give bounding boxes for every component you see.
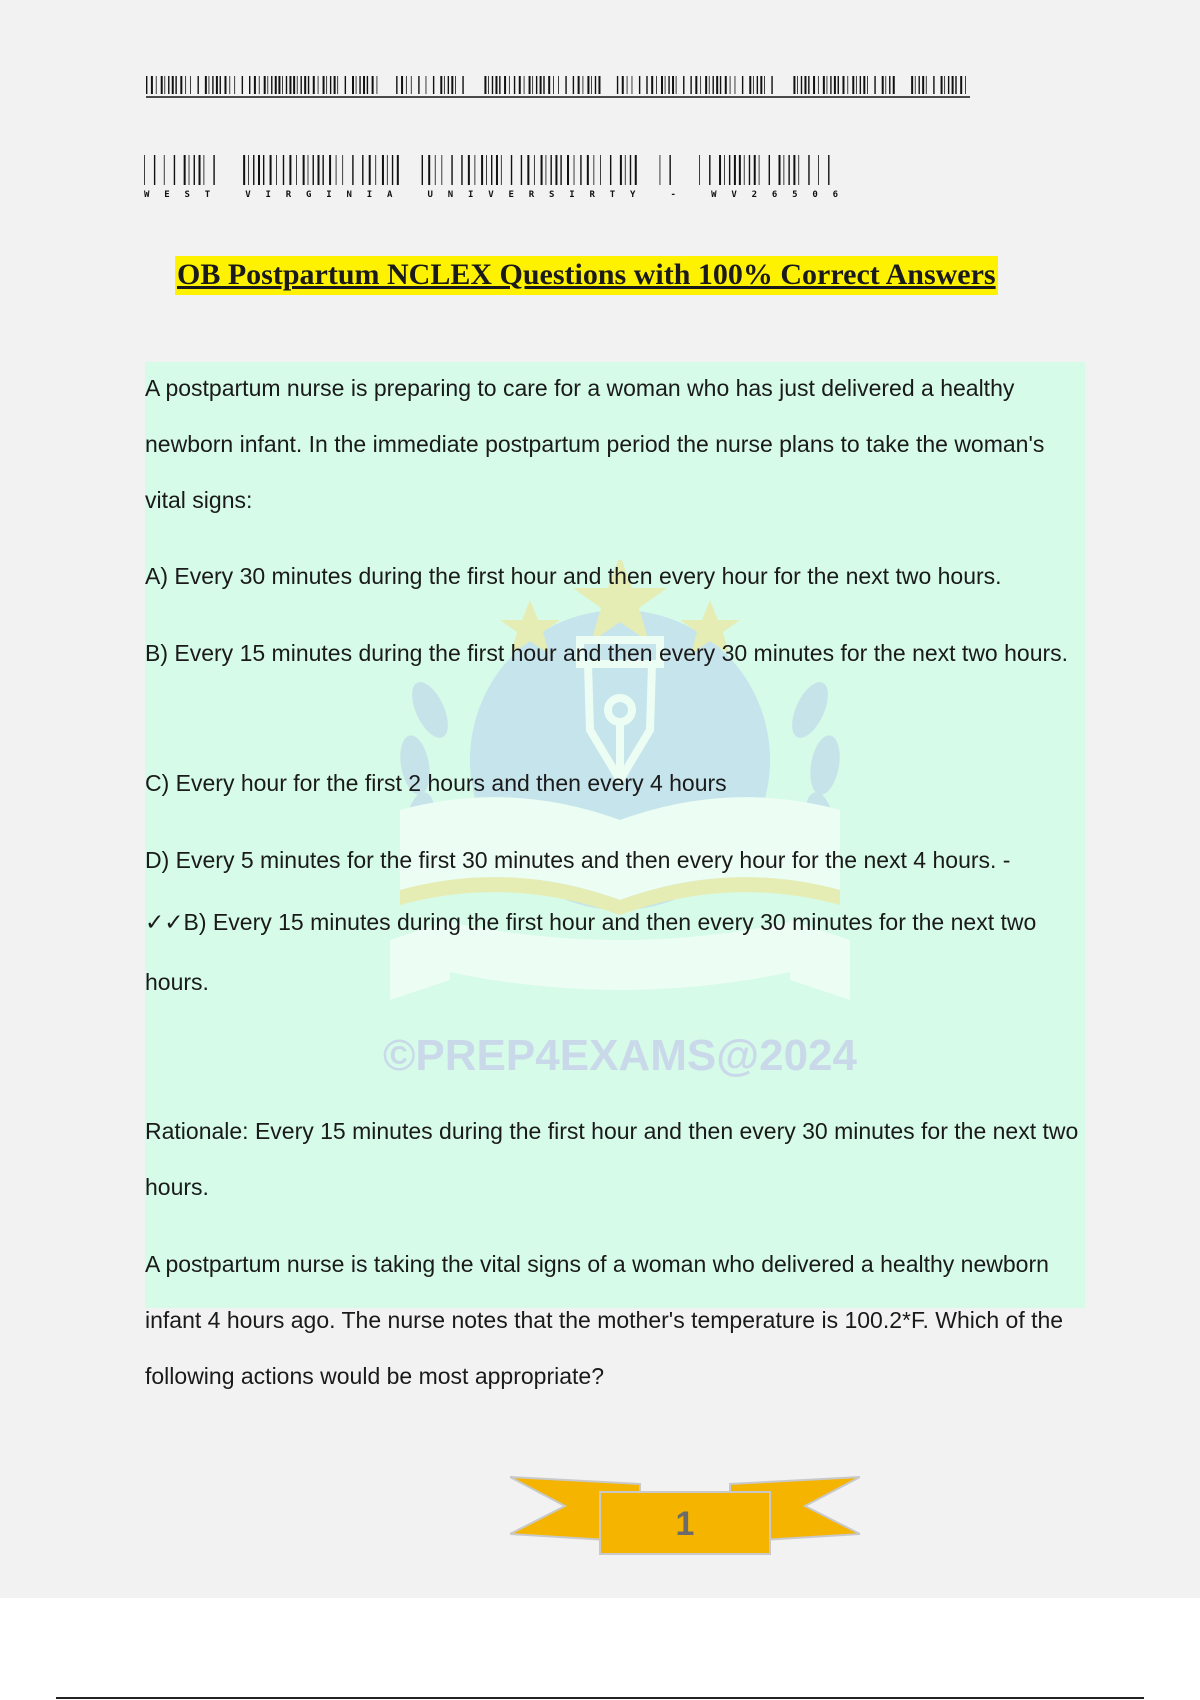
barcode-bar xyxy=(511,155,512,185)
barcode-bar xyxy=(583,76,584,94)
header-barcode-university xyxy=(144,155,838,199)
barcode-bar xyxy=(852,76,854,94)
barcode-bar xyxy=(734,155,736,185)
barcode-bar xyxy=(367,76,368,94)
page-number: 1 xyxy=(675,1505,695,1543)
question1-rationale: Rationale: Every 15 minutes during the first hour and then every 30 minutes for the next two hours. xyxy=(145,1118,1079,1200)
barcode-bar xyxy=(874,76,875,94)
barcode-bar xyxy=(220,76,221,94)
barcode-bar xyxy=(882,76,884,94)
barcode-bar xyxy=(893,76,895,94)
barcode-bar xyxy=(646,76,647,94)
barcode-bar xyxy=(960,76,962,94)
barcode-bar xyxy=(808,76,809,94)
barcode-bar xyxy=(352,155,353,185)
barcode-bar xyxy=(534,155,535,185)
barcode-bar xyxy=(771,76,772,94)
barcode-bar xyxy=(724,155,725,185)
barcode-bar xyxy=(345,76,346,94)
barcode-bar xyxy=(555,155,557,185)
barcode-bar xyxy=(656,76,657,94)
barcode-bar xyxy=(248,155,249,185)
barcode-bar xyxy=(144,155,145,185)
question1-option-d: D) Every 5 minutes for the first 30 minutes and then every hour for the next 4 hours. - xyxy=(145,847,1011,873)
barcode-bar xyxy=(779,155,781,185)
barcode-bar xyxy=(797,76,798,94)
barcode-bar xyxy=(567,155,569,185)
barcode-bar xyxy=(440,76,442,94)
barcode-bar xyxy=(735,76,736,94)
barcode-bar xyxy=(304,76,306,94)
barcode-bar xyxy=(336,155,337,185)
barcode-bar xyxy=(705,76,707,94)
barcode-bar xyxy=(441,155,442,185)
barcode-bar xyxy=(672,76,674,94)
barcode-bar xyxy=(668,76,669,94)
barcode-bar xyxy=(665,76,666,94)
barcode-bar xyxy=(676,76,677,94)
barcode-bar xyxy=(739,155,741,185)
barcode-bar xyxy=(834,76,836,94)
barcode-bar xyxy=(948,76,949,94)
barcode-bar xyxy=(952,76,954,94)
barcode-bar xyxy=(730,76,731,94)
barcode-bar xyxy=(278,76,280,94)
barcode-bar xyxy=(847,76,848,94)
barcode-bar xyxy=(813,76,815,94)
barcode-bar xyxy=(519,76,521,94)
barcode-bar xyxy=(318,76,319,94)
barcode-bar xyxy=(492,76,493,94)
barcode-bar xyxy=(289,155,291,185)
barcode-bar xyxy=(297,76,298,94)
barcode-bar xyxy=(749,76,751,94)
barcode-bar xyxy=(468,155,470,185)
barcode-bar xyxy=(587,76,589,94)
barcode-bar xyxy=(496,155,498,185)
barcode-bar xyxy=(540,76,542,94)
barcode-bar xyxy=(448,76,449,94)
question2-stem: A postpartum nurse is taking the vital signs of a woman who delivered a healthy newborn infant 4 hours ago. The nurse notes that the mother's temperature is 100.2*F. Which of the following actions would be most appropriate? xyxy=(145,1251,1064,1389)
barcode-bar xyxy=(695,76,697,94)
barcode-bar xyxy=(426,76,427,94)
barcode-bar xyxy=(352,76,354,94)
barcode-bar xyxy=(154,155,155,185)
barcode-bar xyxy=(828,155,829,185)
barcode-bar xyxy=(174,155,175,185)
barcode-bar xyxy=(719,155,721,185)
barcode-bar xyxy=(462,76,463,94)
barcode-bar xyxy=(804,76,806,94)
barcode-bar xyxy=(444,76,445,94)
barcode-bar xyxy=(372,76,374,94)
barcode-bar xyxy=(524,76,525,94)
barcode-bar xyxy=(203,155,204,185)
barcode-bar xyxy=(842,76,844,94)
question1-answer: ✓✓B) Every 15 minutes during the first hour and then every 30 minutes for the next two hours. xyxy=(145,909,1037,995)
barcode-bar xyxy=(529,76,531,94)
barcode-bar xyxy=(827,76,828,94)
barcode-bar xyxy=(941,76,943,94)
barcode-bar xyxy=(922,76,924,94)
barcode-bar xyxy=(587,155,589,185)
barcode-bar xyxy=(830,76,831,94)
barcode-bar xyxy=(856,76,857,94)
barcode-bar xyxy=(753,76,754,94)
barcode-bar xyxy=(308,155,309,185)
barcode-bar xyxy=(783,155,784,185)
barcode-bar xyxy=(258,155,260,185)
barcode-bar xyxy=(818,155,819,185)
barcode-bar xyxy=(455,76,456,94)
barcode-bar xyxy=(759,155,760,185)
watermark-text: ©PREP4EXAMS@2024 xyxy=(383,1031,857,1080)
barcode-bar xyxy=(725,76,727,94)
barcode-bar xyxy=(326,76,327,94)
barcode-bar xyxy=(793,155,795,185)
barcode-bar xyxy=(303,155,305,185)
barcode-bar xyxy=(926,76,927,94)
barcode-bar xyxy=(451,76,453,94)
barcode-bar xyxy=(406,76,407,94)
barcode-bar xyxy=(283,155,284,185)
barcode-bar xyxy=(334,76,336,94)
barcode-bar xyxy=(716,76,718,94)
barcode-bar xyxy=(313,155,314,185)
barcode-bar xyxy=(301,76,302,94)
barcode-bar xyxy=(362,155,363,185)
barcode-bar xyxy=(593,155,594,185)
barcode-bar xyxy=(282,76,283,94)
barcode-bar xyxy=(229,76,230,94)
barcode-bar xyxy=(363,76,365,94)
barcode-bar xyxy=(808,155,809,185)
barcode-bar xyxy=(318,155,320,185)
barcode-bar xyxy=(375,155,376,185)
barcode-bar xyxy=(541,155,543,185)
barcode-bar xyxy=(313,76,315,94)
question1-option-b: B) Every 15 minutes during the first hour and then every 30 minutes for the next two hours. xyxy=(145,640,1069,666)
barcode-bar xyxy=(550,155,551,185)
barcode-bar xyxy=(289,76,291,94)
barcode-bar xyxy=(660,155,661,185)
barcode-bar xyxy=(630,155,631,185)
barcode-bar xyxy=(669,155,670,185)
barcode-bar xyxy=(617,76,618,94)
barcode-bar xyxy=(194,155,195,185)
barcode-bar xyxy=(699,155,700,185)
barcode-bar xyxy=(267,76,268,94)
barcode-bar xyxy=(823,76,825,94)
barcode-bar xyxy=(234,76,235,94)
barcode-bar xyxy=(484,76,486,94)
barcode-bar xyxy=(486,155,487,185)
barcode-bar xyxy=(396,76,397,94)
barcode-bar xyxy=(275,76,277,94)
barcode-bar xyxy=(509,76,510,94)
barcode-bar xyxy=(600,155,601,185)
barcode-bar xyxy=(598,76,600,94)
barcode-bar xyxy=(543,76,544,94)
barcode-bar xyxy=(296,155,297,185)
barcode-bar xyxy=(411,76,412,94)
barcode-bar xyxy=(635,155,637,185)
barcode-bar xyxy=(253,155,254,185)
barcode-bar xyxy=(433,76,434,94)
barcode-bar xyxy=(580,155,581,185)
barcode-bar xyxy=(757,76,758,94)
barcode-bar xyxy=(418,76,419,94)
barcode-bar xyxy=(749,155,750,185)
barcode-bar xyxy=(720,76,721,94)
header-line1-text: ©PREP4EXAMS@2024 [WEST VIRGINIA UNIVERSITY] AUGUST, 2024 xyxy=(146,85,211,87)
barcode-bar xyxy=(263,155,264,185)
barcode-bar xyxy=(625,155,626,185)
barcode-bar xyxy=(499,76,500,94)
barcode-bar xyxy=(242,76,243,94)
barcode-bar xyxy=(595,76,596,94)
barcode-bar xyxy=(610,155,611,185)
barcode-bar xyxy=(620,155,622,185)
barcode-bar xyxy=(504,76,506,94)
barcode-bar xyxy=(329,155,331,185)
barcode-bar xyxy=(322,155,323,185)
barcode-bar xyxy=(392,155,393,185)
question1-stem: A postpartum nurse is preparing to care for a woman who has just delivered a healthy newborn infant. In the immediate postpartum period the nurse plans to take the woman's vital signs: xyxy=(145,375,1045,513)
barcode-bar xyxy=(661,76,663,94)
barcode-bar xyxy=(627,76,628,94)
barcode-bar xyxy=(474,155,475,185)
barcode-bar xyxy=(639,76,640,94)
barcode-bar xyxy=(501,155,502,185)
barcode-bar xyxy=(184,155,186,185)
barcode-bar xyxy=(578,76,580,94)
barcode-bar xyxy=(164,155,165,185)
barcode-bar xyxy=(224,76,226,94)
barcode-bar xyxy=(488,76,489,94)
barcode-bar xyxy=(254,76,256,94)
barcode-bar xyxy=(199,155,201,185)
barcode-bar xyxy=(514,76,515,94)
barcode-bar xyxy=(558,76,559,94)
barcode-bar xyxy=(323,76,325,94)
barcode-bar xyxy=(308,76,309,94)
barcode-bar xyxy=(461,155,462,185)
barcode-bar xyxy=(919,76,920,94)
barcode-bar xyxy=(377,76,378,94)
barcode-bar xyxy=(889,76,890,94)
barcode-bar xyxy=(860,76,861,94)
barcode-bar xyxy=(532,76,533,94)
barcode-bar xyxy=(915,76,916,94)
barcode-bar xyxy=(764,76,765,94)
barcode-bar xyxy=(709,155,710,185)
barcode-bar xyxy=(573,76,574,94)
barcode-bar xyxy=(933,76,934,94)
barcode-bar xyxy=(944,76,945,94)
barcode-bar xyxy=(729,155,730,185)
barcode-bar xyxy=(793,76,795,94)
barcode-bar xyxy=(342,155,343,185)
barcode-bar xyxy=(369,155,371,185)
barcode-bar xyxy=(632,76,633,94)
barcode-bar xyxy=(591,76,592,94)
barcode-bar xyxy=(769,155,770,185)
barcode-bar xyxy=(271,76,272,94)
barcode-bar xyxy=(401,76,403,94)
barcode-bar xyxy=(690,76,691,94)
barcode-bar xyxy=(481,155,483,185)
barcode-bar xyxy=(387,155,388,185)
bottom-divider xyxy=(56,1697,1144,1699)
barcode-bar xyxy=(867,76,868,94)
barcode-bar xyxy=(818,76,819,94)
barcode-bar xyxy=(700,76,701,94)
barcode-bar xyxy=(216,76,218,94)
barcode-bar xyxy=(212,76,213,94)
barcode-bar xyxy=(560,155,561,185)
barcode-bar xyxy=(546,155,547,185)
barcode-bar xyxy=(435,155,436,185)
barcode-bar xyxy=(359,76,360,94)
barcode-bar xyxy=(264,76,266,94)
barcode-bar xyxy=(911,76,913,94)
barcode-bar xyxy=(798,155,799,185)
barcode-bar xyxy=(965,76,966,94)
barcode-bar xyxy=(548,76,550,94)
barcode-bar xyxy=(744,155,745,185)
barcode-bar xyxy=(397,155,399,185)
barcode-bar xyxy=(527,155,529,185)
barcode-bar xyxy=(574,155,575,185)
barcode-bar xyxy=(622,76,624,94)
barcode-bar xyxy=(754,155,756,185)
barcode-bar xyxy=(651,76,653,94)
barcode-bar xyxy=(955,76,956,94)
barcode-bar xyxy=(553,76,554,94)
barcode-bar xyxy=(259,76,260,94)
question1-option-a: A) Every 30 minutes during the first hour and then every hour for the next two hours. xyxy=(145,563,1002,589)
barcode-bar xyxy=(293,76,295,94)
barcode-bar xyxy=(713,76,714,94)
question1-option-c: C) Every hour for the first 2 hours and then every 4 hours xyxy=(145,770,727,796)
header-line2-text: WEST VIRGINIA UNIVERSIRTY - WV26506 xyxy=(144,190,838,199)
barcode-bar xyxy=(788,155,789,185)
barcode-bar xyxy=(521,155,522,185)
barcode-bar xyxy=(382,155,384,185)
barcode-bar xyxy=(330,76,331,94)
barcode-bar xyxy=(422,155,423,185)
barcode-bar xyxy=(270,155,272,185)
barcode-bar xyxy=(189,155,190,185)
barcode-bar xyxy=(337,76,338,94)
barcode-bar xyxy=(885,76,886,94)
barcode-bar xyxy=(709,76,710,94)
barcode-bar xyxy=(286,76,287,94)
header-barcode-line xyxy=(146,76,970,100)
barcode-bar xyxy=(742,76,743,94)
barcode-bar xyxy=(356,76,357,94)
barcode-bar xyxy=(213,155,214,185)
barcode-bar xyxy=(491,155,492,185)
barcode-bar xyxy=(249,76,250,94)
barcode-bar xyxy=(495,76,497,94)
barcode-bar xyxy=(683,76,684,94)
barcode-bar xyxy=(801,76,802,94)
barcode-bar xyxy=(838,76,839,94)
document-title: OB Postpartum NCLEX Questions with 100% Correct Answers xyxy=(175,256,998,295)
barcode-bar xyxy=(451,155,452,185)
barcode-bar xyxy=(243,155,245,185)
barcode-bar xyxy=(428,155,430,185)
barcode-bar xyxy=(760,76,762,94)
barcode-bar xyxy=(565,76,566,94)
barcode-bar xyxy=(536,76,537,94)
barcode-bar xyxy=(276,155,277,185)
barcode-bar xyxy=(863,76,865,94)
